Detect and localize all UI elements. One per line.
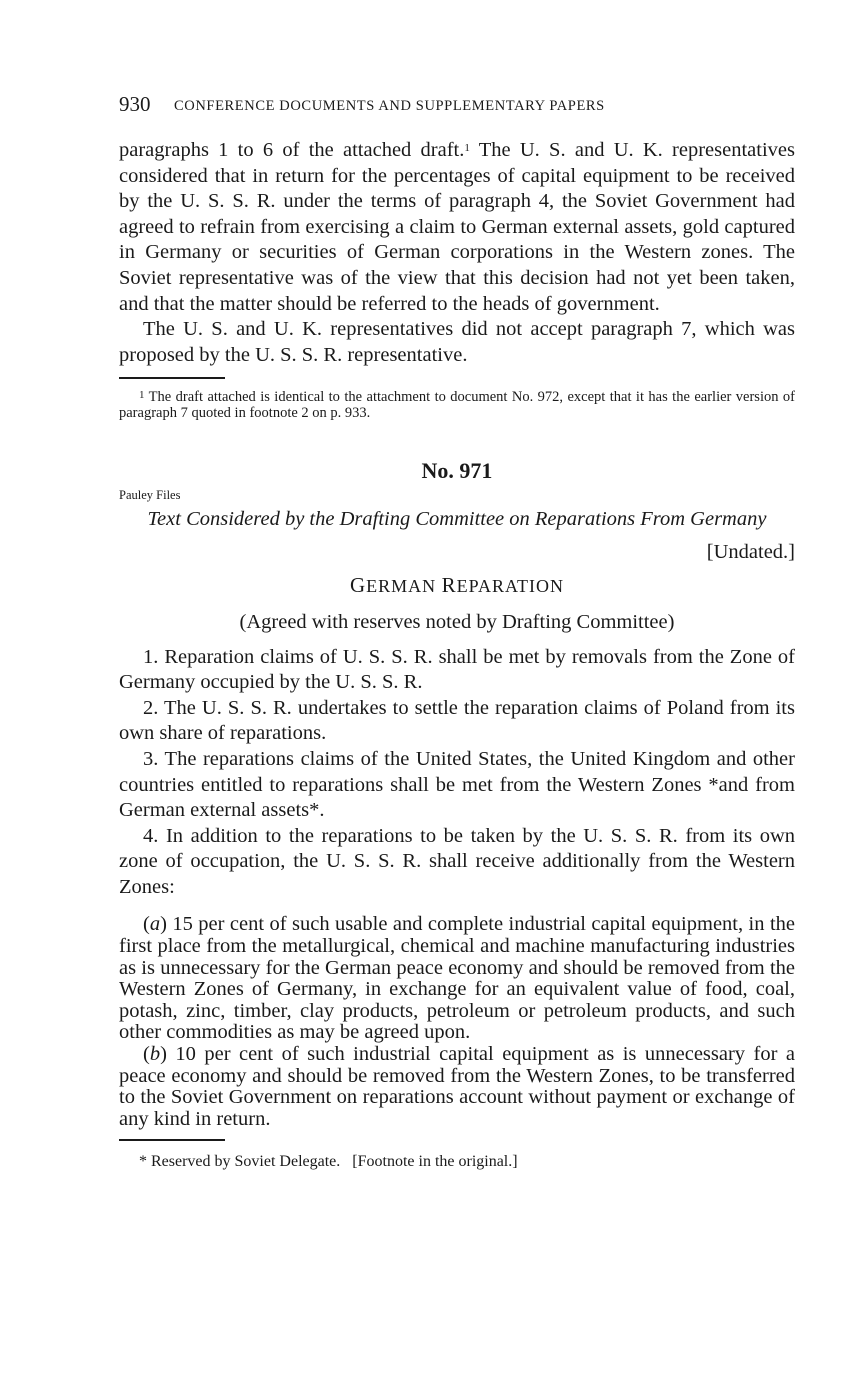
continuation-text-end: The U. S. and U. K. representatives considered that in return for the percentages of capital equipment to be received by the U. S. S. R. under the terms of paragraph 4, the Soviet Government had agreed to refrain from exercising a claim to German external assets, gold captured in Germany or securities of German corporations in the Western zones. The Soviet representative was of the view that this decision had not yet been taken, and that the matter should be referred to the heads of government. (119, 139, 795, 315)
page-number: 930 (119, 92, 151, 116)
paragraph-3: 3. The reparations claims of the United States, the United Kingdom and other countries entitled to reparations shall be met from the Western Zones *and from German external assets*. (119, 747, 795, 822)
footnote-divider-2 (119, 1139, 225, 1141)
continuation-text-start: paragraphs 1 to 6 of the attached draft. (119, 139, 465, 161)
footnote-1-text: The draft attached is identical to the attachment to document No. 972, except that it has the earlier version of paragraph 7 quoted in footnote 2 on p. 933. (119, 389, 795, 421)
footnote-marker: 1 (139, 389, 145, 402)
page-header (119, 92, 795, 126)
running-head: CONFERENCE DOCUMENTS AND SUPPLEMENTARY PAPERS (174, 98, 605, 114)
numbered-paragraphs (119, 645, 795, 901)
footnote-star: * Reserved by Soviet Delegate. [Footnote in the original.] (139, 1153, 518, 1171)
agreement-note: (Agreed with reserves noted by Drafting Committee) (239, 610, 675, 633)
paragraph-2: 2. The U. S. S. R. undertakes to settle the reparation claims of Poland from its own share of reparations. (119, 696, 795, 745)
subparagraph-b-label: b (149, 1043, 161, 1066)
footnote-divider (119, 377, 225, 379)
paragraph-seven-note: The U. S. and U. K. representatives did not accept paragraph 7, which was proposed by the U. S. S. R. representative. (119, 318, 795, 366)
document-title: Text Considered by the Drafting Committee on Reparations From Germany (147, 507, 767, 530)
page (119, 92, 795, 1170)
subparagraph-a: (a) 15 per cent of such usable and complete industrial capital equipment, in the first place from the metallurgical, chemical and machine manufacturing industries as is unnecessary for the German peace economy and should be removed from the Western Zones of Germany, in exchange for an equivalent value of food, coal, potash, zinc, timber, clay products, petroleum or petroleum products, and such other commodities as may be agreed upon. (119, 913, 795, 1044)
continuation-paragraph (119, 138, 795, 317)
subparagraph-a-text: 15 per cent of such usable and complete industrial capital equipment, in the first place from the metallurgical, chemical and machine manufacturing industries as is unnecessary for the German peace economy and should be removed from the Western Zones of Germany, in exchange for an equivalent value of food, coal, potash, zinc, timber, clay products, petroleum or petroleum products, and such other commodities as may be agreed upon. (119, 913, 795, 1044)
subparagraph-b-text: 10 per cent of such industrial capital equipment as is unnecessary for a peace economy and should be removed from the Western Zones, to be transferred to the Soviet Government on reparations account without payment or exchange of any kind in return. (119, 1043, 795, 1130)
paragraph-1: 1. Reparation claims of U. S. S. R. shall be met by removals from the Zone of Germany occupied by the U. S. S. R. (119, 645, 795, 694)
subparagraph-a-label: a (149, 913, 161, 936)
document-number: No. 971 (421, 457, 493, 483)
document-date: [Undated.] (706, 540, 795, 563)
subparagraph-b: (b) 10 per cent of such industrial capital equipment as is unnecessary for a peace economy and should be removed from the Western Zones, to be transferred to the Soviet Government on reparations account without payment or exchange of any kind in return. (119, 1043, 795, 1130)
footnote-1 (119, 390, 795, 421)
document-source: Pauley Files (119, 487, 181, 502)
section-title: GERMAN REPARATION (349, 572, 565, 597)
footnote-reference: 1 (464, 142, 470, 154)
paragraph-4: 4. In addition to the reparations to be taken by the U. S. S. R. from its own zone of occupation, the U. S. S. R. shall receive additionally from the Western Zones: (119, 824, 795, 898)
